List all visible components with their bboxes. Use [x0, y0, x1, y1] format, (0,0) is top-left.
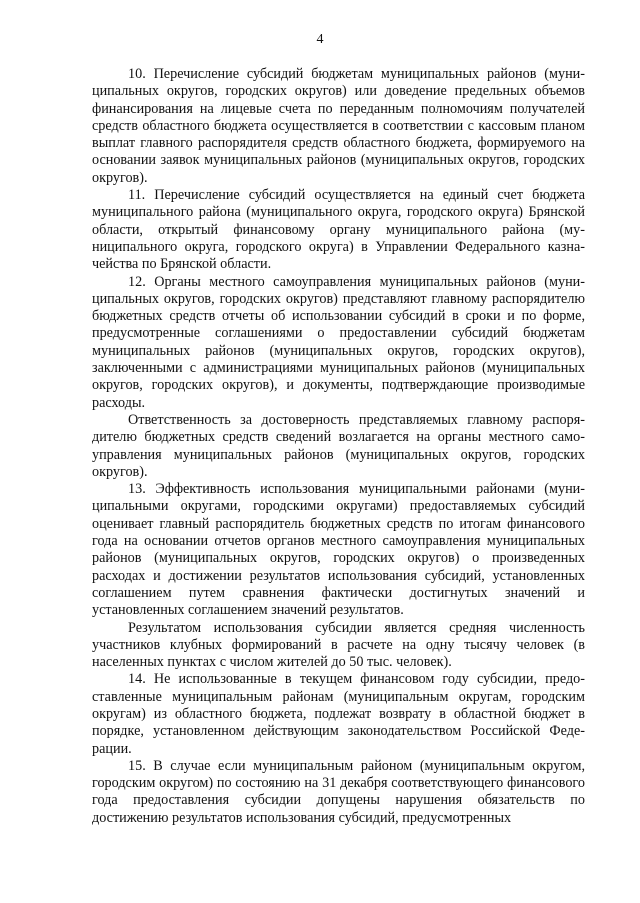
paragraph-13: 13. Эффективность использования муниципальными районами (муниципальными округами, городскими округами) предоставляемых субсидий оценивает главный распорядитель бюджетных средств по итогам финансового года на основании отчетов органов местного самоуправления муниципальных районов (муниципальных округов, городских округов) о произведенных расходах и достижении результатов использования субсидий, установленных соглашением путем сравнения фактически достигнутых значений и установленных соглашением значений результатов.: [92, 481, 585, 619]
paragraph-result: Результатом использования субсидии является средняя численность участников клубных формирований в расчете на одну тысячу человек (в населенных пунктах с числом жителей до 50 тыс. человек).: [92, 619, 585, 671]
paragraph-11: 11. Перечисление субсидий осуществляется на единый счет бюджета муниципального района (муниципального округа, городского округа) Брянской области, открытый финансовому органу муниципального района (муниципального округа, городского округа) в Управлении Федерального казначейства по Брянской области.: [92, 187, 585, 273]
paragraph-10: 10. Перечисление субсидий бюджетам муниципальных районов (муниципальных округов, городских округов) или доведение предельных объемов финансирования на лицевые счета по переданным полномочиям получателей средств областного бюджета осуществляется в соответствии с кассовым планом выплат главного распорядителя средств областного бюджета, формируемого на основании заявок муниципальных районов (муниципальных округов, городских округов).: [92, 66, 585, 186]
paragraph-responsibility: Ответственность за достоверность представляемых главному распорядителю бюджетных средств сведений возлагается на органы местного самоуправления муниципальных районов (муниципальных округов, городских округов).: [92, 411, 585, 480]
paragraph-15: 15. В случае если муниципальным районом (муниципальным округом, городским округом) по состоянию на 31 декабря соответствующего финансового года предоставления субсидии допущены нарушения обязательств по достижению результатов использования субсидий, предусмотренных: [92, 757, 585, 826]
paragraph-12: 12. Органы местного самоуправления муниципальных районов (муниципальных округов, городских округов) представляют главному распорядителю бюджетных средств отчеты об использовании субсидий в сроки и по форме, предусмотренные соглашениями о предоставлении субсидий бюджетам муниципальных районов (муниципальных округов, городских округов), заключенными с администрациями муниципальных районов (муниципальных округов, городских округов), и документы, подтверждающие производимые расходы.: [92, 273, 585, 411]
document-body: [92, 66, 585, 827]
paragraph-14: 14. Не использованные в текущем финансовом году субсидии, предоставленные муниципальным районам (муниципальным округам, городским округам) из областного бюджета, подлежат возврату в областной бюджет в порядке, установленном действующим законодательством Российской Федерации.: [92, 671, 585, 757]
page-number: 4: [316, 32, 324, 47]
